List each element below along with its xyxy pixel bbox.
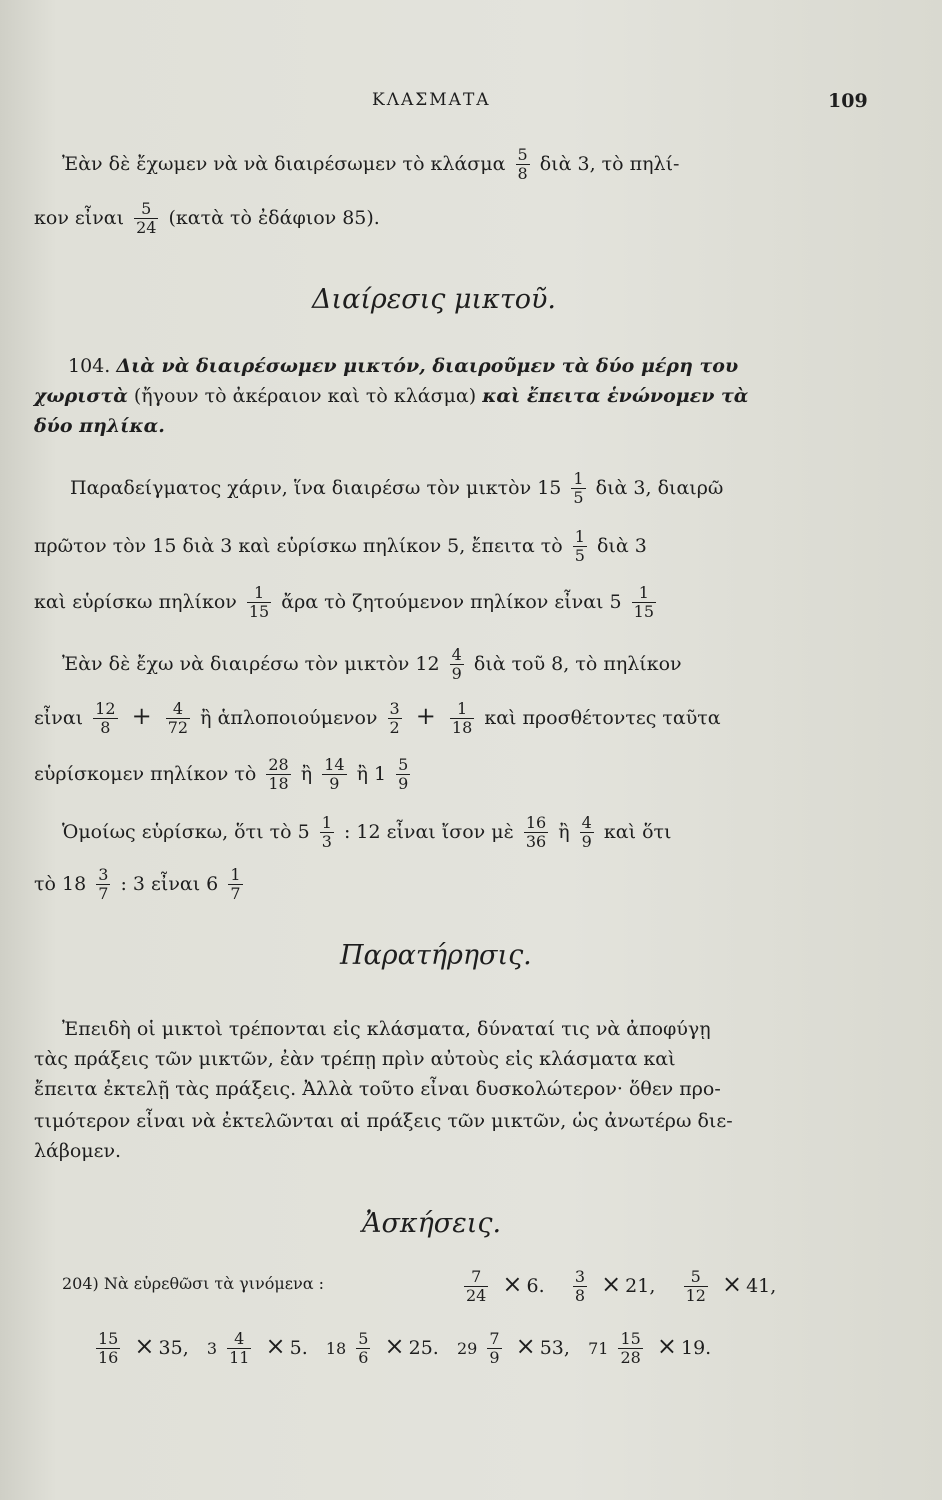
fraction: $\frac{12}{8}$ xyxy=(95,699,116,738)
fraction: $\frac{3}{8}$ xyxy=(574,1267,586,1306)
intro-line-2: κον εἶναι $\frac{5}{24}$ (κατὰ τὸ ἐδάφιον 85). xyxy=(34,199,380,238)
fraction: $\frac{16}{36}$ xyxy=(525,813,547,852)
fraction: $\frac{3}{7}$ xyxy=(98,865,109,904)
fraction: $\frac{4}{9}$ xyxy=(451,645,462,684)
fraction: $\frac{1}{18}$ xyxy=(451,699,473,738)
fraction: $\frac{1}{3}$ xyxy=(321,813,332,852)
fraction: $\frac{1}{15}$ xyxy=(248,583,270,622)
remark-line: τιμότερον εἶναι νὰ ἐκτελῶνται αἱ πράξεις τῶν μικτῶν, ὡς ἀνωτέρω διε- xyxy=(34,1110,733,1132)
fraction: $\frac{7}{9}$ xyxy=(489,1329,500,1368)
exercise-row-2: $\frac{15}{16}$ × 35, 3 $\frac{4}{11}$ × 5. 18 $\frac{5}{6}$ × 25. 29 $\frac{7}{9}$ × 53, 71 $\frac{15}{28}$ × 19. xyxy=(98,1329,712,1368)
fraction: $\frac{4}{11}$ xyxy=(229,1329,250,1368)
fraction: $\frac{3}{2}$ xyxy=(389,699,400,738)
rule-line-1: 104. Διὰ νὰ διαιρέσωμεν μικτόν, διαιροῦμεν τὰ δύο μέρη του xyxy=(68,355,739,377)
example2-line-1: Ἐὰν δὲ ἔχω νὰ διαιρέσω τὸν μικτὸν 12 $\frac{4}{9}$ διὰ τοῦ 8, τὸ πηλίκον xyxy=(62,645,682,684)
fraction: $\frac{4}{9}$ xyxy=(581,813,592,852)
example2-line-3: εὑρίσκομεν πηλίκον τὸ $\frac{28}{18}$ ἢ $\frac{14}{9}$ ἢ 1 $\frac{5}{9}$ xyxy=(34,755,409,794)
exercise-label: 204) Νὰ εὑρεθῶσι τὰ γινόμενα : xyxy=(62,1274,325,1293)
fraction: $\frac{15}{28}$ xyxy=(620,1329,641,1368)
fraction: $\frac{5}{24}$ xyxy=(136,199,157,238)
fraction: $\frac{5}{9}$ xyxy=(398,755,409,794)
fraction: $\frac{15}{16}$ xyxy=(98,1329,119,1368)
example2-line-2: εἶναι $\frac{12}{8}$ + $\frac{4}{72}$ ἢ ἁπλοποιούμενον $\frac{3}{2}$ + $\frac{1}{18}$ καὶ προσθέτοντες ταῦτα xyxy=(34,699,721,738)
rule-line-3: δύο πηλίκα. xyxy=(34,415,165,437)
fraction: $\frac{5}{12}$ xyxy=(685,1267,706,1306)
fraction: $\frac{28}{18}$ xyxy=(268,755,289,794)
example3-line-2: τὸ 18 $\frac{3}{7}$ : 3 εἶναι 6 $\frac{1}{7}$ xyxy=(34,865,241,904)
remark-line: Ἐπειδὴ οἱ μικτοὶ τρέπονται εἰς κλάσματα, δύναταί τις νὰ ἀποφύγῃ xyxy=(62,1018,711,1040)
rule-line-2: χωριστὰ (ἤγουν τὸ ἀκέραιον καὶ τὸ κλάσμα) καὶ ἔπειτα ἑνώνομεν τὰ xyxy=(34,385,749,407)
exercise-row-1: $\frac{7}{24}$ × 6. $\frac{3}{8}$ × 21, $\frac{5}{12}$ × 41, xyxy=(466,1267,777,1306)
fraction: $\frac{1}{15}$ xyxy=(633,583,655,622)
remark-line: τὰς πράξεις τῶν μικτῶν, ἐὰν τρέπῃ πρὶν αὐτοὺς εἰς κλάσματα καὶ xyxy=(34,1048,676,1070)
section-title-remark: Παρατήρησις. xyxy=(340,940,532,971)
fraction: $\frac{14}{9}$ xyxy=(324,755,345,794)
fraction: $\frac{1}{7}$ xyxy=(230,865,241,904)
example3-line-1: Ὁμοίως εὑρίσκω, ὅτι τὸ 5 $\frac{1}{3}$ : 12 εἶναι ἴσον μὲ $\frac{16}{36}$ ἢ $\frac{4}{9}$ καὶ ὅτι xyxy=(62,813,672,852)
remark-line: ἔπειτα ἐκτελῇ τὰς πράξεις. Ἀλλὰ τοῦτο εἶναι δυσκολώτερον· ὅθεν προ- xyxy=(34,1078,721,1100)
fraction: $\frac{5}{6}$ xyxy=(358,1329,369,1368)
fraction: $\frac{1}{5}$ xyxy=(574,527,585,566)
section-title-division: Διαίρεσις μικτοῦ. xyxy=(312,284,557,315)
fraction: $\frac{7}{24}$ xyxy=(466,1267,487,1306)
section-title-exercises: Ἀσκήσεις. xyxy=(362,1208,502,1239)
fraction: $\frac{4}{72}$ xyxy=(167,699,189,738)
intro-line-1: Ἐὰν δὲ ἔχωμεν νὰ νὰ διαιρέσωμεν τὸ κλάσμα $\frac{5}{8}$ διὰ 3, τὸ πηλί- xyxy=(62,145,680,184)
remark-line: λάβομεν. xyxy=(34,1140,122,1162)
running-header: ΚΛΑΣΜΑΤΑ xyxy=(372,90,491,110)
fraction: $\frac{1}{5}$ xyxy=(573,469,584,508)
fraction: $\frac{5}{8}$ xyxy=(517,145,528,184)
page-number: 109 xyxy=(828,90,868,112)
example-line-1: Παραδείγματος χάριν, ἵνα διαιρέσω τὸν μικτὸν 15 $\frac{1}{5}$ διὰ 3, διαιρῶ xyxy=(70,469,724,508)
example-line-3: καὶ εὑρίσκω πηλίκον $\frac{1}{15}$ ἄρα τὸ ζητούμενον πηλίκον εἶναι 5 $\frac{1}{15}$ xyxy=(34,583,655,622)
example-line-2: πρῶτον τὸν 15 διὰ 3 καὶ εὑρίσκω πηλίκον 5, ἔπειτα τὸ $\frac{1}{5}$ διὰ 3 xyxy=(34,527,647,566)
